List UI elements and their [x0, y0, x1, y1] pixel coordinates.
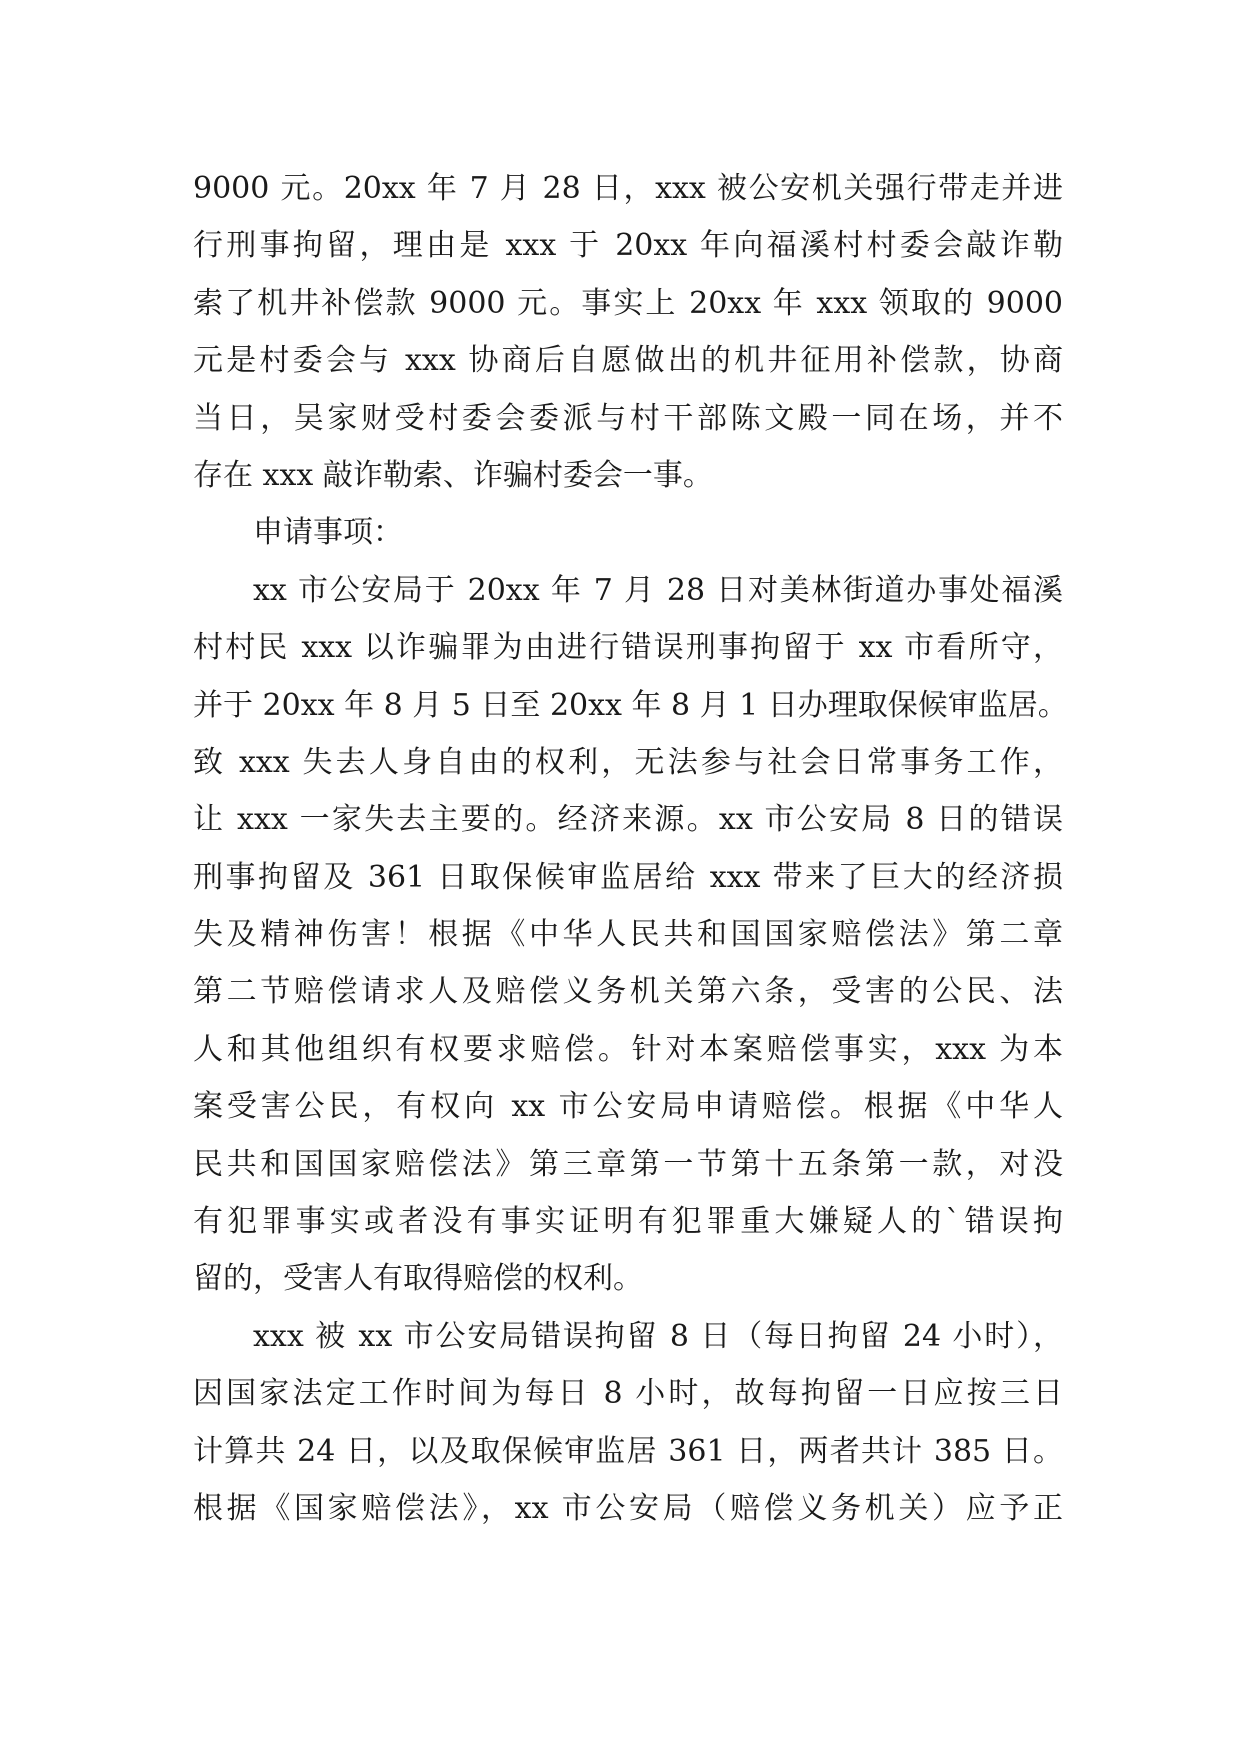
text-line: 民共和国国家赔偿法》第三章第一节第十五条第一款，对没	[193, 1146, 1063, 1182]
text-line: xx 市公安局于 20xx 年 7 月 28 日对美林街道办事处福溪	[253, 572, 1063, 608]
text-line: 村村民 xxx 以诈骗罪为由进行错误刑事拘留于 xx 市看所守，	[193, 630, 1063, 666]
text-line: 当日，吴家财受村委会委派与村干部陈文殿一同在场，并不	[193, 400, 1063, 436]
text-line: 计算共 24 日，以及取保候审监居 361 日，两者共计 385 日。	[193, 1433, 1063, 1469]
text-line: 留的，受害人有取得赔偿的权利。	[193, 1261, 643, 1297]
text-line: 刑事拘留及 361 日取保候审监居给 xxx 带来了巨大的经济损	[193, 859, 1063, 895]
section-heading-application	[193, 504, 1063, 561]
document-body	[193, 160, 1068, 1537]
text-line: 存在 xxx 敲诈勒索、诈骗村委会一事。	[193, 457, 713, 493]
heading-text: 申请事项：	[253, 515, 403, 551]
paragraph-compensation-calc	[193, 1308, 1063, 1538]
text-line: 行刑事拘留，理由是 xxx 于 20xx 年向福溪村村委会敲诈勒	[193, 228, 1063, 264]
text-line: 让 xxx 一家失去主要的。经济来源。xx 市公安局 8 日的错误	[193, 802, 1063, 838]
text-line: 有犯罪事实或者没有事实证明有犯罪重大嫌疑人的`错误拘	[193, 1204, 1063, 1240]
text-line: 案受害公民，有权向 xx 市公安局申请赔偿。根据《中华人	[193, 1089, 1063, 1125]
paragraph-facts	[193, 160, 1063, 504]
text-line: 并于 20xx 年 8 月 5 日至 20xx 年 8 月 1 日办理取保候审监居。	[193, 687, 1068, 723]
text-line: 因国家法定工作时间为每日 8 小时，故每拘留一日应按三日	[193, 1376, 1063, 1412]
text-line: 根据《国家赔偿法》，xx 市公安局（赔偿义务机关）应予正	[193, 1490, 1063, 1526]
text-line: 元是村委会与 xxx 协商后自愿做出的机井征用补偿款，协商	[193, 343, 1063, 379]
text-line: 索了机井补偿款 9000 元。事实上 20xx 年 xxx 领取的 9000	[193, 285, 1063, 321]
text-line: 失及精神伤害！根据《中华人民共和国国家赔偿法》第二章	[193, 917, 1063, 953]
paragraph-application-items	[193, 562, 1068, 1308]
text-line: xxx 被 xx 市公安局错误拘留 8 日（每日拘留 24 小时），	[253, 1318, 1063, 1354]
text-line: 第二节赔偿请求人及赔偿义务机关第六条，受害的公民、法	[193, 974, 1063, 1010]
text-line: 人和其他组织有权要求赔偿。针对本案赔偿事实，xxx 为本	[193, 1031, 1063, 1067]
text-line: 致 xxx 失去人身自由的权利，无法参与社会日常事务工作，	[193, 744, 1063, 780]
text-line: 9000 元。20xx 年 7 月 28 日，xxx 被公安机关强行带走并进	[193, 171, 1063, 206]
